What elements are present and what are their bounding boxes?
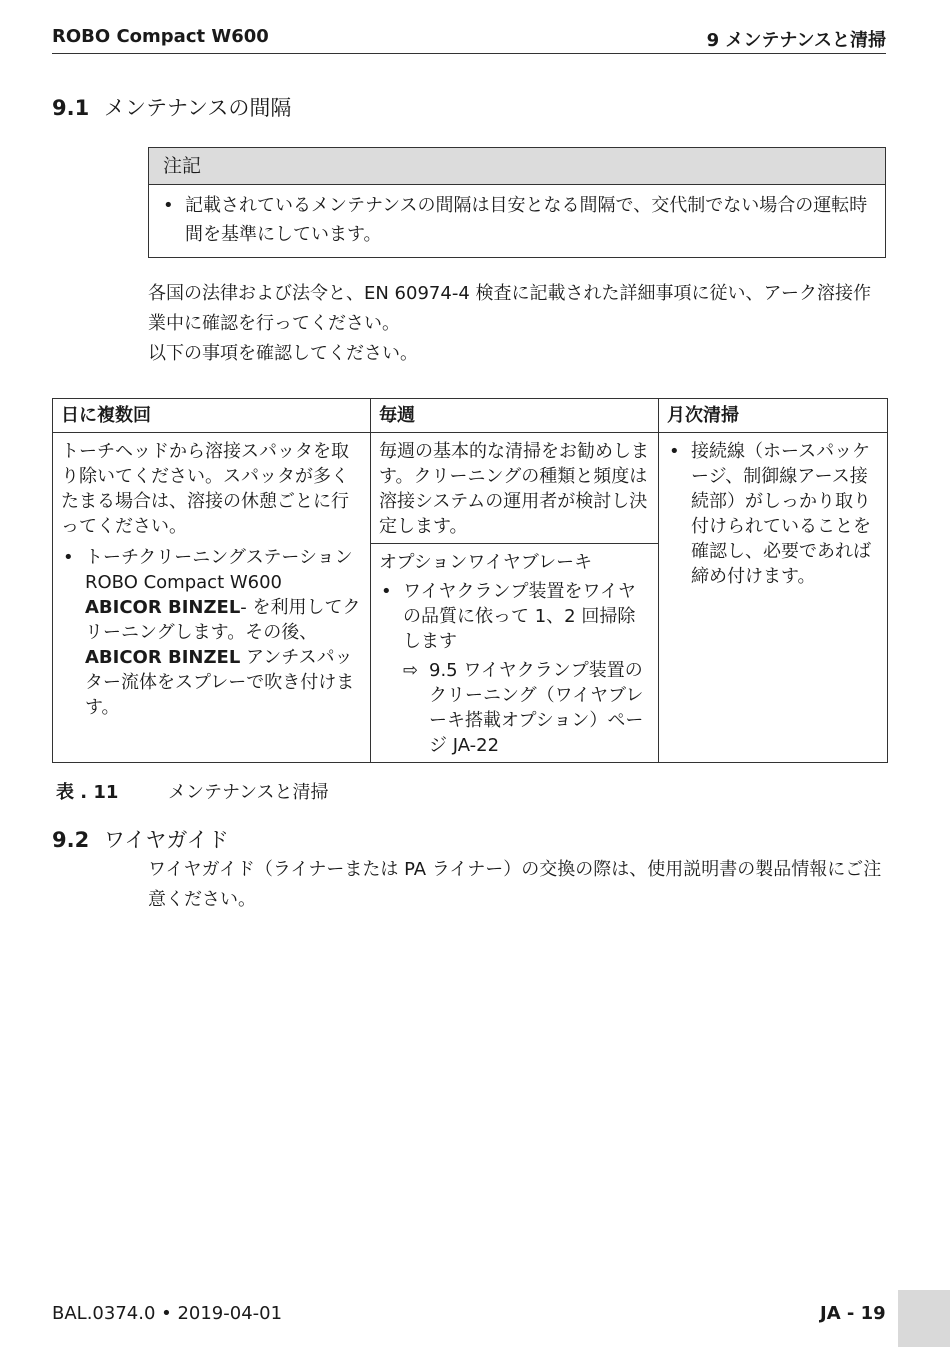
- section-number: 9.2: [52, 828, 90, 852]
- note-box: [148, 147, 886, 258]
- header-divider: [52, 53, 886, 54]
- option-title: オプションワイヤブレーキ: [379, 552, 593, 573]
- wire-guide-paragraph: ワイヤガイド（ライナーまたは PA ライナー）の交換の際は、使用説明書の製品情報にご注意ください。: [148, 859, 882, 910]
- table-caption: [56, 778, 329, 804]
- table-caption-text: メンテナンスと清掃: [168, 782, 329, 803]
- weekly-cell: [371, 433, 659, 544]
- footer-page-number: JA - 19: [820, 1303, 886, 1324]
- cross-reference-link[interactable]: [403, 658, 650, 758]
- table-row: [53, 433, 888, 544]
- cross-reference-text: 9.5 ワイヤクランプ装置のクリーニング（ワイヤブレーキ搭載オプション）ページ JA-22: [429, 660, 644, 756]
- section-heading-9-1: [52, 92, 291, 122]
- intro-paragraph: 各国の法律および法令と、EN 60974-4 検査に記載された詳細事項に従い、アーク溶接作業中に確認を行ってください。: [148, 283, 871, 334]
- option-bullet-text: • ワイヤクランプ装置をワイヤの品質に依って 1、2 回掃除します: [403, 581, 636, 652]
- arrow-right-icon: ⇨: [403, 660, 419, 681]
- brand-name: ABICOR BINZEL: [85, 597, 241, 618]
- daily-bullet-mid: - を利用してクリーニングします。その後、: [85, 597, 361, 643]
- note-bullet: • 記載されているメンテナンスの間隔は目安となる間隔で、交代制でない場合の運転時間を基準にしています。: [161, 191, 875, 249]
- monthly-cell: [659, 433, 888, 763]
- monthly-bullet: • 接続線（ホースパッケージ、制御線アース接続部）がしっかり取り付けられていることを確認し、必要であれば締め付けます。: [667, 439, 879, 589]
- weekly-text: 毎週の基本的な清掃をお勧めします。クリーニングの種類と頻度は溶接システムの運用者が検討し決定します。: [379, 441, 649, 537]
- page-tab-marker: [898, 1290, 950, 1347]
- weekly-option-cell: [371, 544, 659, 763]
- column-header-weekly: 毎週: [371, 399, 659, 433]
- brand-name: ABICOR BINZEL: [85, 647, 241, 668]
- option-bullet: [379, 579, 650, 758]
- daily-bullet-prefix: トーチクリーニングステーション ROBO Compact W600: [85, 547, 353, 593]
- daily-bullet: [61, 545, 362, 720]
- table-caption-label: 表 . 11: [56, 782, 119, 803]
- maintenance-table: [52, 398, 888, 763]
- column-header-daily: 日に複数回: [53, 399, 371, 433]
- daily-cell: [53, 433, 371, 763]
- daily-text: トーチヘッドから溶接スパッタを取り除いてください。スパッタが多くたまる場合は、溶接の休憩ごとに行ってください。: [61, 441, 349, 537]
- section-title: メンテナンスの間隔: [104, 96, 292, 120]
- column-header-monthly: 月次清掃: [659, 399, 888, 433]
- header-doc-title: ROBO Compact W600: [52, 26, 269, 47]
- header-chapter-title: 9 メンテナンスと清掃: [706, 30, 886, 51]
- section-title: ワイヤガイド: [104, 828, 229, 852]
- footer-doc-id: BAL.0374.0 • 2019-04-01: [52, 1303, 283, 1324]
- section-heading-9-2: [52, 824, 229, 854]
- daily-bullet-suffix: アンチスパッター流体をスプレーで吹き付けます。: [85, 647, 355, 718]
- section-number: 9.1: [52, 96, 90, 120]
- check-paragraph: 以下の事項を確認してください。: [148, 343, 418, 364]
- table-header-row: [53, 399, 888, 433]
- note-title: 注記: [149, 148, 885, 185]
